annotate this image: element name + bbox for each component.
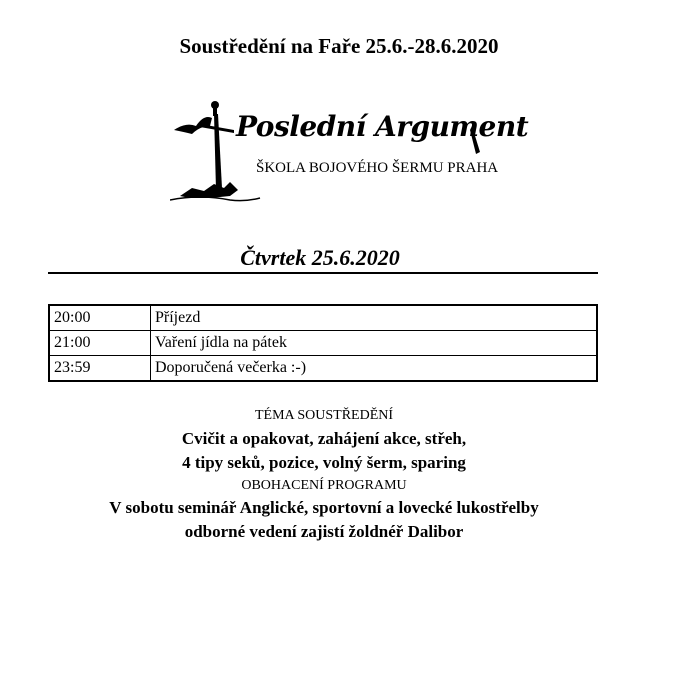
schedule-activity: Vaření jídla na pátek [151, 331, 598, 356]
table-row [49, 331, 597, 356]
schedule-time: 23:59 [49, 356, 151, 382]
schedule-time: 21:00 [49, 331, 151, 356]
day-heading: Čtvrtek 25.6.2020 [240, 245, 400, 270]
program-line-1: V sobotu seminář Anglické, sportovní a lovecké lukostřelby [109, 498, 539, 517]
program-heading: OBOHACENÍ PROGRAMU [241, 478, 407, 493]
schedule-activity: Příjezd [155, 309, 201, 326]
table-row [49, 305, 597, 331]
program-line-2: odborné vedení zajistí žoldnéř Dalibor [184, 522, 464, 541]
schedule-table [48, 304, 598, 382]
schedule-activity: Doporučená večerka :-) [151, 356, 598, 382]
schedule-time: 20:00 [49, 305, 151, 331]
document-title: Soustředění na Faře 25.6.-28.6.2020 [179, 34, 499, 58]
table-row [49, 356, 597, 382]
theme-line-2: 4 tipy seků, pozice, volný šerm, sparing [182, 453, 466, 472]
theme-line-1: Cvičit a opakovat, zahájení akce, střeh, [181, 429, 467, 448]
logo [170, 96, 529, 206]
day-divider [48, 272, 598, 274]
logo-name: Poslední Argument [236, 110, 529, 143]
theme-heading: TÉMA SOUSTŘEDĚNÍ [254, 408, 394, 423]
logo-subtitle: ŠKOLA BOJOVÉHO ŠERMU PRAHA [256, 160, 499, 176]
